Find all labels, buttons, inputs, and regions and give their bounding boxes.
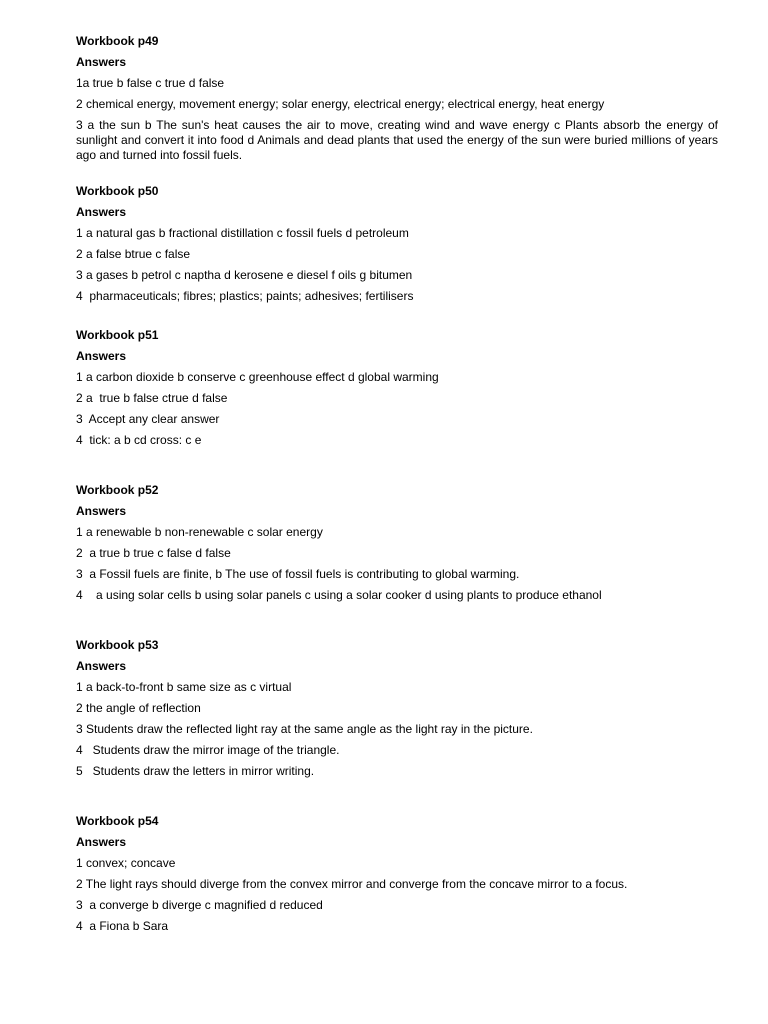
section-workbook-p49 [76,34,718,169]
section-subtitle: Answers [76,659,127,673]
answer-line: 2 a false btrue c false [76,247,191,261]
answer-line: 4 a using solar cells b using solar panels c using a solar cooker d using plants to produce ethanol [76,588,602,602]
answer-line: 4 tick: a b cd cross: c e [76,433,202,447]
answer-line: 2 The light rays should diverge from the convex mirror and converge from the concave mirror to a focus. [76,877,628,891]
answer-line: 1 convex; concave [76,856,176,870]
section-workbook-p53 [76,638,718,785]
answer-line: 1 a carbon dioxide b conserve c greenhouse effect d global warming [76,370,439,384]
section-workbook-p51 [76,328,718,454]
answer-line: 3 a Fossil fuels are finite, b The use of fossil fuels is contributing to global warming. [76,567,520,581]
answer-line: 1 a natural gas b fractional distillation c fossil fuels d petroleum [76,226,409,240]
answer-line: 2 chemical energy, movement energy; solar energy, electrical energy; electrical energy, heat energy [76,97,605,111]
section-subtitle: Answers [76,55,127,69]
answer-line: 5 Students draw the letters in mirror writing. [76,764,315,778]
answer-line: 4 Students draw the mirror image of the triangle. [76,743,340,757]
answer-line: 2 a true b true c false d false [76,546,231,560]
section-title: Workbook p54 [76,814,159,828]
section-title: Workbook p52 [76,483,159,497]
answer-line: 2 a true b false ctrue d false [76,391,228,405]
answer-line: 2 the angle of reflection [76,701,201,715]
answer-line: 1a true b false c true d false [76,76,225,90]
section-subtitle: Answers [76,835,127,849]
section-title: Workbook p51 [76,328,159,342]
answer-line: 3 Accept any clear answer [76,412,220,426]
section-title: Workbook p49 [76,34,159,48]
section-title: Workbook p50 [76,184,159,198]
answer-line: 3 a converge b diverge c magnified d reduced [76,898,323,912]
section-subtitle: Answers [76,349,127,363]
section-subtitle: Answers [76,205,127,219]
answer-line: 4 a Fiona b Sara [76,919,169,933]
answer-line: 1 a renewable b non-renewable c solar energy [76,525,323,539]
answer-line: 3 Students draw the reflected light ray at the same angle as the light ray in the picture. [76,722,533,736]
section-workbook-p50 [76,184,718,310]
section-workbook-p52 [76,483,718,609]
answer-line: 3 a gases b petrol c naptha d kerosene e diesel f oils g bitumen [76,268,413,282]
answer-line: 4 pharmaceuticals; fibres; plastics; paints; adhesives; fertilisers [76,289,414,303]
answer-line: 1 a back-to-front b same size as c virtual [76,680,292,694]
section-title: Workbook p53 [76,638,159,652]
answer-line: 3 a the sun b The sun's heat causes the air to move, creating wind and wave energy c Plants absorb the energy of sunlight and convert it into food d Animals and dead plants that used the energy of the sun were buried millions of years ago and turned into fossil fuels. [76,118,718,162]
section-subtitle: Answers [76,504,127,518]
section-workbook-p54 [76,814,718,940]
